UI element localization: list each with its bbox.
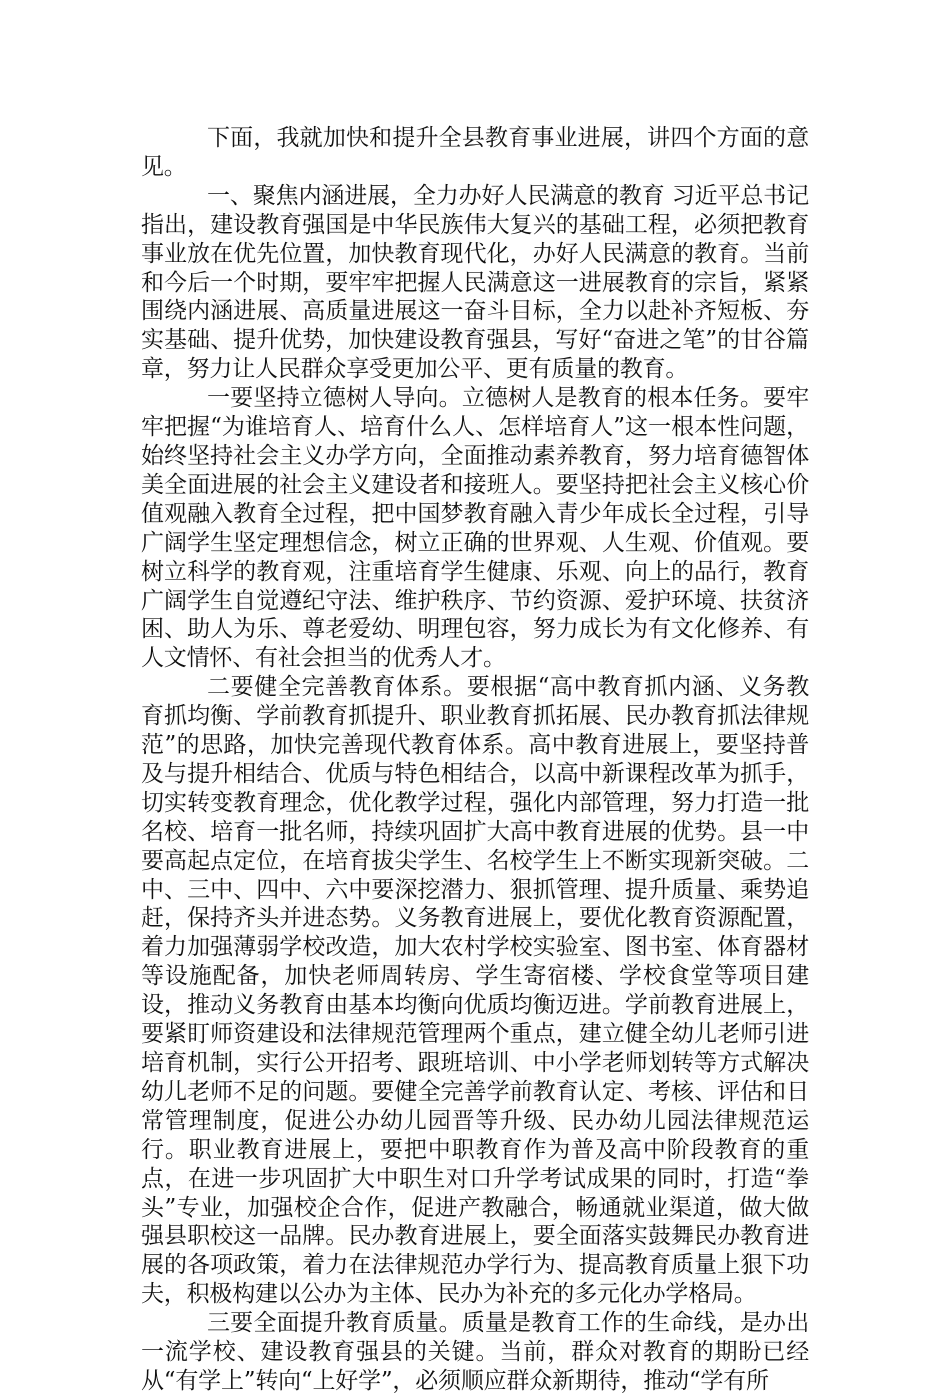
paragraph-point-three: 三要全面提升教育质量。质量是教育工作的生命线，是办出一流学校、建设教育强县的关键。当前，群众对教育的期盼已经从“有学上”转向“上好学”，必须顺应群众新期待，推动“学有所 [141, 1310, 809, 1394]
paragraph-intro: 下面，我就加快和提升全县教育事业进展，讲四个方面的意见。 [141, 125, 809, 180]
paragraph-point-two: 二要健全完善教育体系。要根据“高中教育抓内涵、义务教育抓均衡、学前教育抓提升、职业教育抓拓展、民办教育抓法律规范”的思路，加快完善现代教育体系。高中教育进展上，要坚持普及与提升相结合、优质与特色相结合，以高中新课程改革为抓手，切实转变教育理念，优化教学过程，强化内部管理，努力打造一批名校、培育一批名师，持续巩固扩大高中教育进展的优势。县一中要高起点定位，在培育拔尖学生、名校学生上不断实现新突破。二中、三中、四中、六中要深挖潜力、狠抓管理、提升质量、乘势追赶，保持齐头并进态势。义务教育进展上，要优化教育资源配置，着力加强薄弱学校改造，加大农村学校实验室、图书室、体育器材等设施配备，加快老师周转房、学生寄宿楼、学校食堂等项目建设，推动义务教育由基本均衡向优质均衡迈进。学前教育进展上，要紧盯师资建设和法律规范管理两个重点，建立健全幼儿老师引进培育机制，实行公开招考、跟班培训、中小学老师划转等方式解决幼儿老师不足的问题。要健全完善学前教育认定、考核、评估和日常管理制度，促进公办幼儿园晋等升级、民办幼儿园法律规范运行。职业教育进展上，要把中职教育作为普及高中阶段教育的重点，在进一步巩固扩大中职生对口升学考试成果的同时，打造“拳头”专业，加强校企合作，促进产教融合，畅通就业渠道，做大做强县职校这一品牌。民办教育进展上，要全面落实鼓舞民办教育进展的各项政策，着力在法律规范办学行为、提高教育质量上狠下功夫，积极构建以公办为主体、民办为补充的多元化办学格局。 [141, 674, 809, 1308]
paragraph-section-one: 一、聚焦内涵进展，全力办好人民满意的教育 习近平总书记指出，建设教育强国是中华民族伟大复兴的基础工程，必须把教育事业放在优先位置，加快教育现代化，办好人民满意的教育。当前和今后一个时期，要牢牢把握人民满意这一进展教育的宗旨，紧紧围绕内涵进展、高质量进展这一奋斗目标，全力以赴补齐短板、夯实基础、提升优势，加快建设教育强县，写好“奋进之笔”的甘谷篇章，努力让人民群众享受更加公平、更有质量的教育。 [141, 182, 809, 383]
document-body [141, 124, 809, 1396]
paragraph-point-one: 一要坚持立德树人导向。立德树人是教育的根本任务。要牢牢把握“为谁培育人、培育什么人、怎样培育人”这一根本性问题，始终坚持社会主义办学方向，全面推动素养教育，努力培育德智体美全面进展的社会主义建设者和接班人。要坚持把社会主义核心价值观融入教育全过程，把中国梦教育融入青少年成长全过程，引导广阔学生坚定理想信念，树立正确的世界观、人生观、价值观。要树立科学的教育观，注重培育学生健康、乐观、向上的品行，教育广阔学生自觉遵纪守法、维护秩序、节约资源、爱护环境、扶贫济困、助人为乐、尊老爱幼、明理包容，努力成长为有文化修养、有人文情怀、有社会担当的优秀人才。 [141, 385, 809, 672]
